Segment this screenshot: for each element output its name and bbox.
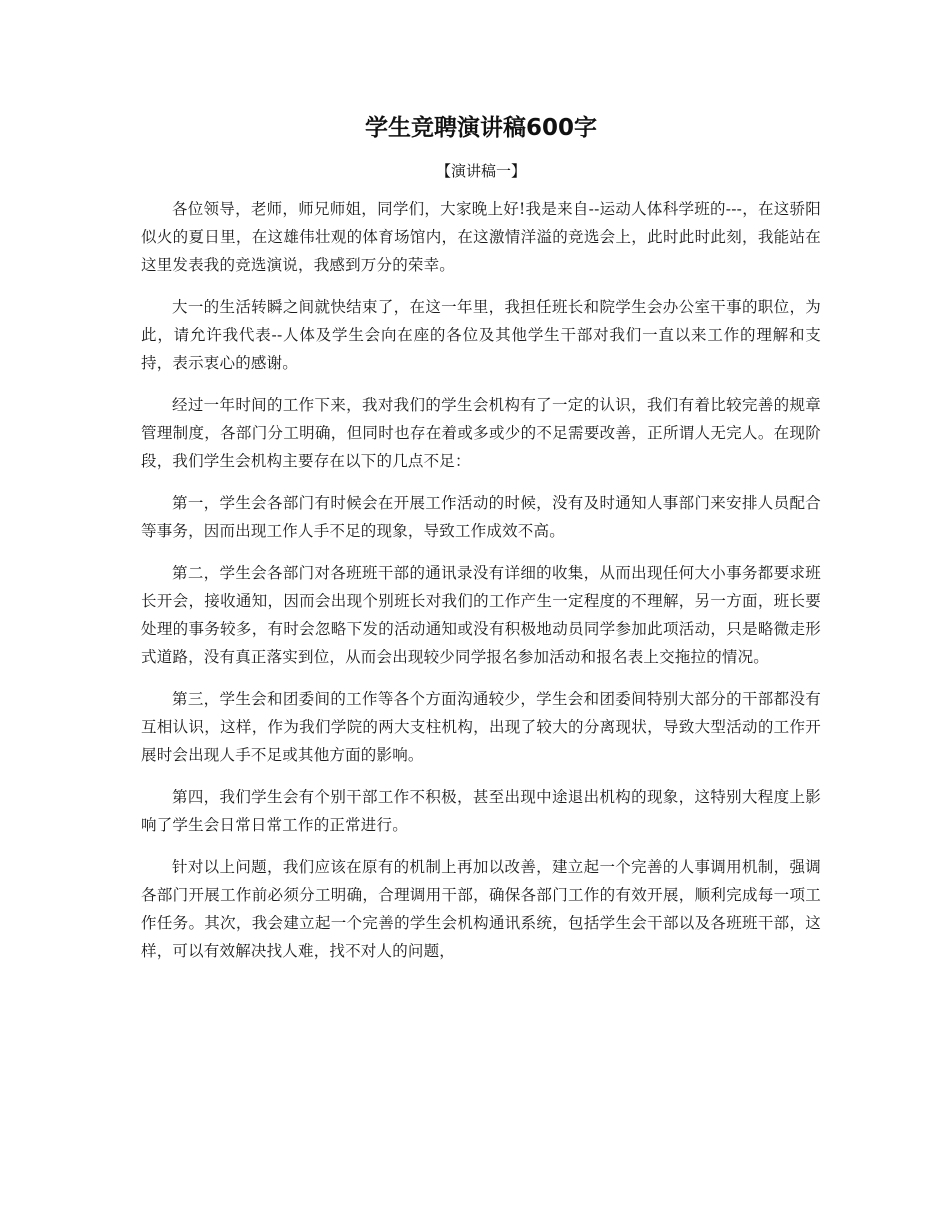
document-title: 学生竞聘演讲稿600字 bbox=[364, 115, 597, 141]
paragraph: 各位领导，老师，师兄师姐，同学们，大家晚上好!我是来自--运动人体科学班的---，在这骄阳似火的夏日里，在这雄伟壮观的体育场馆内，在这激情洋溢的竞选会上，此时此时此刻，我能站在这里发表我的竞选演说，我感到万分的荣幸。 bbox=[141, 200, 821, 274]
paragraph: 针对以上问题，我们应该在原有的机制上再加以改善，建立起一个完善的人事调用机制，强调各部门开展工作前必须分工明确，合理调用干部，确保各部门工作的有效开展，顺利完成每一项工作任务。其次，我会建立起一个完善的学生会机构通讯系统，包括学生会干部以及各班班干部，这样，可以有效解决找人难，找不对人的问题， bbox=[141, 858, 821, 960]
document-subtitle: 【演讲稿一】 bbox=[435, 162, 526, 180]
document-body bbox=[141, 195, 821, 979]
paragraph: 第四，我们学生会有个别干部工作不积极，甚至出现中途退出机构的现象，这特别大程度上影响了学生会日常日常工作的正常进行。 bbox=[141, 788, 821, 834]
paragraph: 第一，学生会各部门有时候会在开展工作活动的时候，没有及时通知人事部门来安排人员配合等事务，因而出现工作人手不足的现象，导致工作成效不高。 bbox=[141, 494, 821, 540]
paragraph: 经过一年时间的工作下来，我对我们的学生会机构有了一定的认识，我们有着比较完善的规章管理制度，各部门分工明确，但同时也存在着或多或少的不足需要改善，正所谓人无完人。在现阶段，我们学生会机构主要存在以下的几点不足： bbox=[141, 396, 821, 470]
paragraph: 第三，学生会和团委间的工作等各个方面沟通较少，学生会和团委间特别大部分的干部都没有互相认识，这样，作为我们学院的两大支柱机构，出现了较大的分离现状，导致大型活动的工作开展时会出现人手不足或其他方面的影响。 bbox=[141, 690, 821, 764]
paragraph: 第二，学生会各部门对各班班干部的通讯录没有详细的收集，从而出现任何大小事务都要求班长开会，接收通知，因而会出现个别班长对我们的工作产生一定程度的不理解，另一方面，班长要处理的事务较多，有时会忽略下发的活动通知或没有积极地动员同学参加此项活动，只是略微走形式道路，没有真正落实到位，从而会出现较少同学报名参加活动和报名表上交拖拉的情况。 bbox=[141, 564, 821, 666]
document-page bbox=[141, 0, 821, 1230]
paragraph: 大一的生活转瞬之间就快结束了，在这一年里，我担任班长和院学生会办公室干事的职位，为此，请允许我代表--人体及学生会向在座的各位及其他学生干部对我们一直以来工作的理解和支持，表示衷心的感谢。 bbox=[141, 298, 821, 372]
